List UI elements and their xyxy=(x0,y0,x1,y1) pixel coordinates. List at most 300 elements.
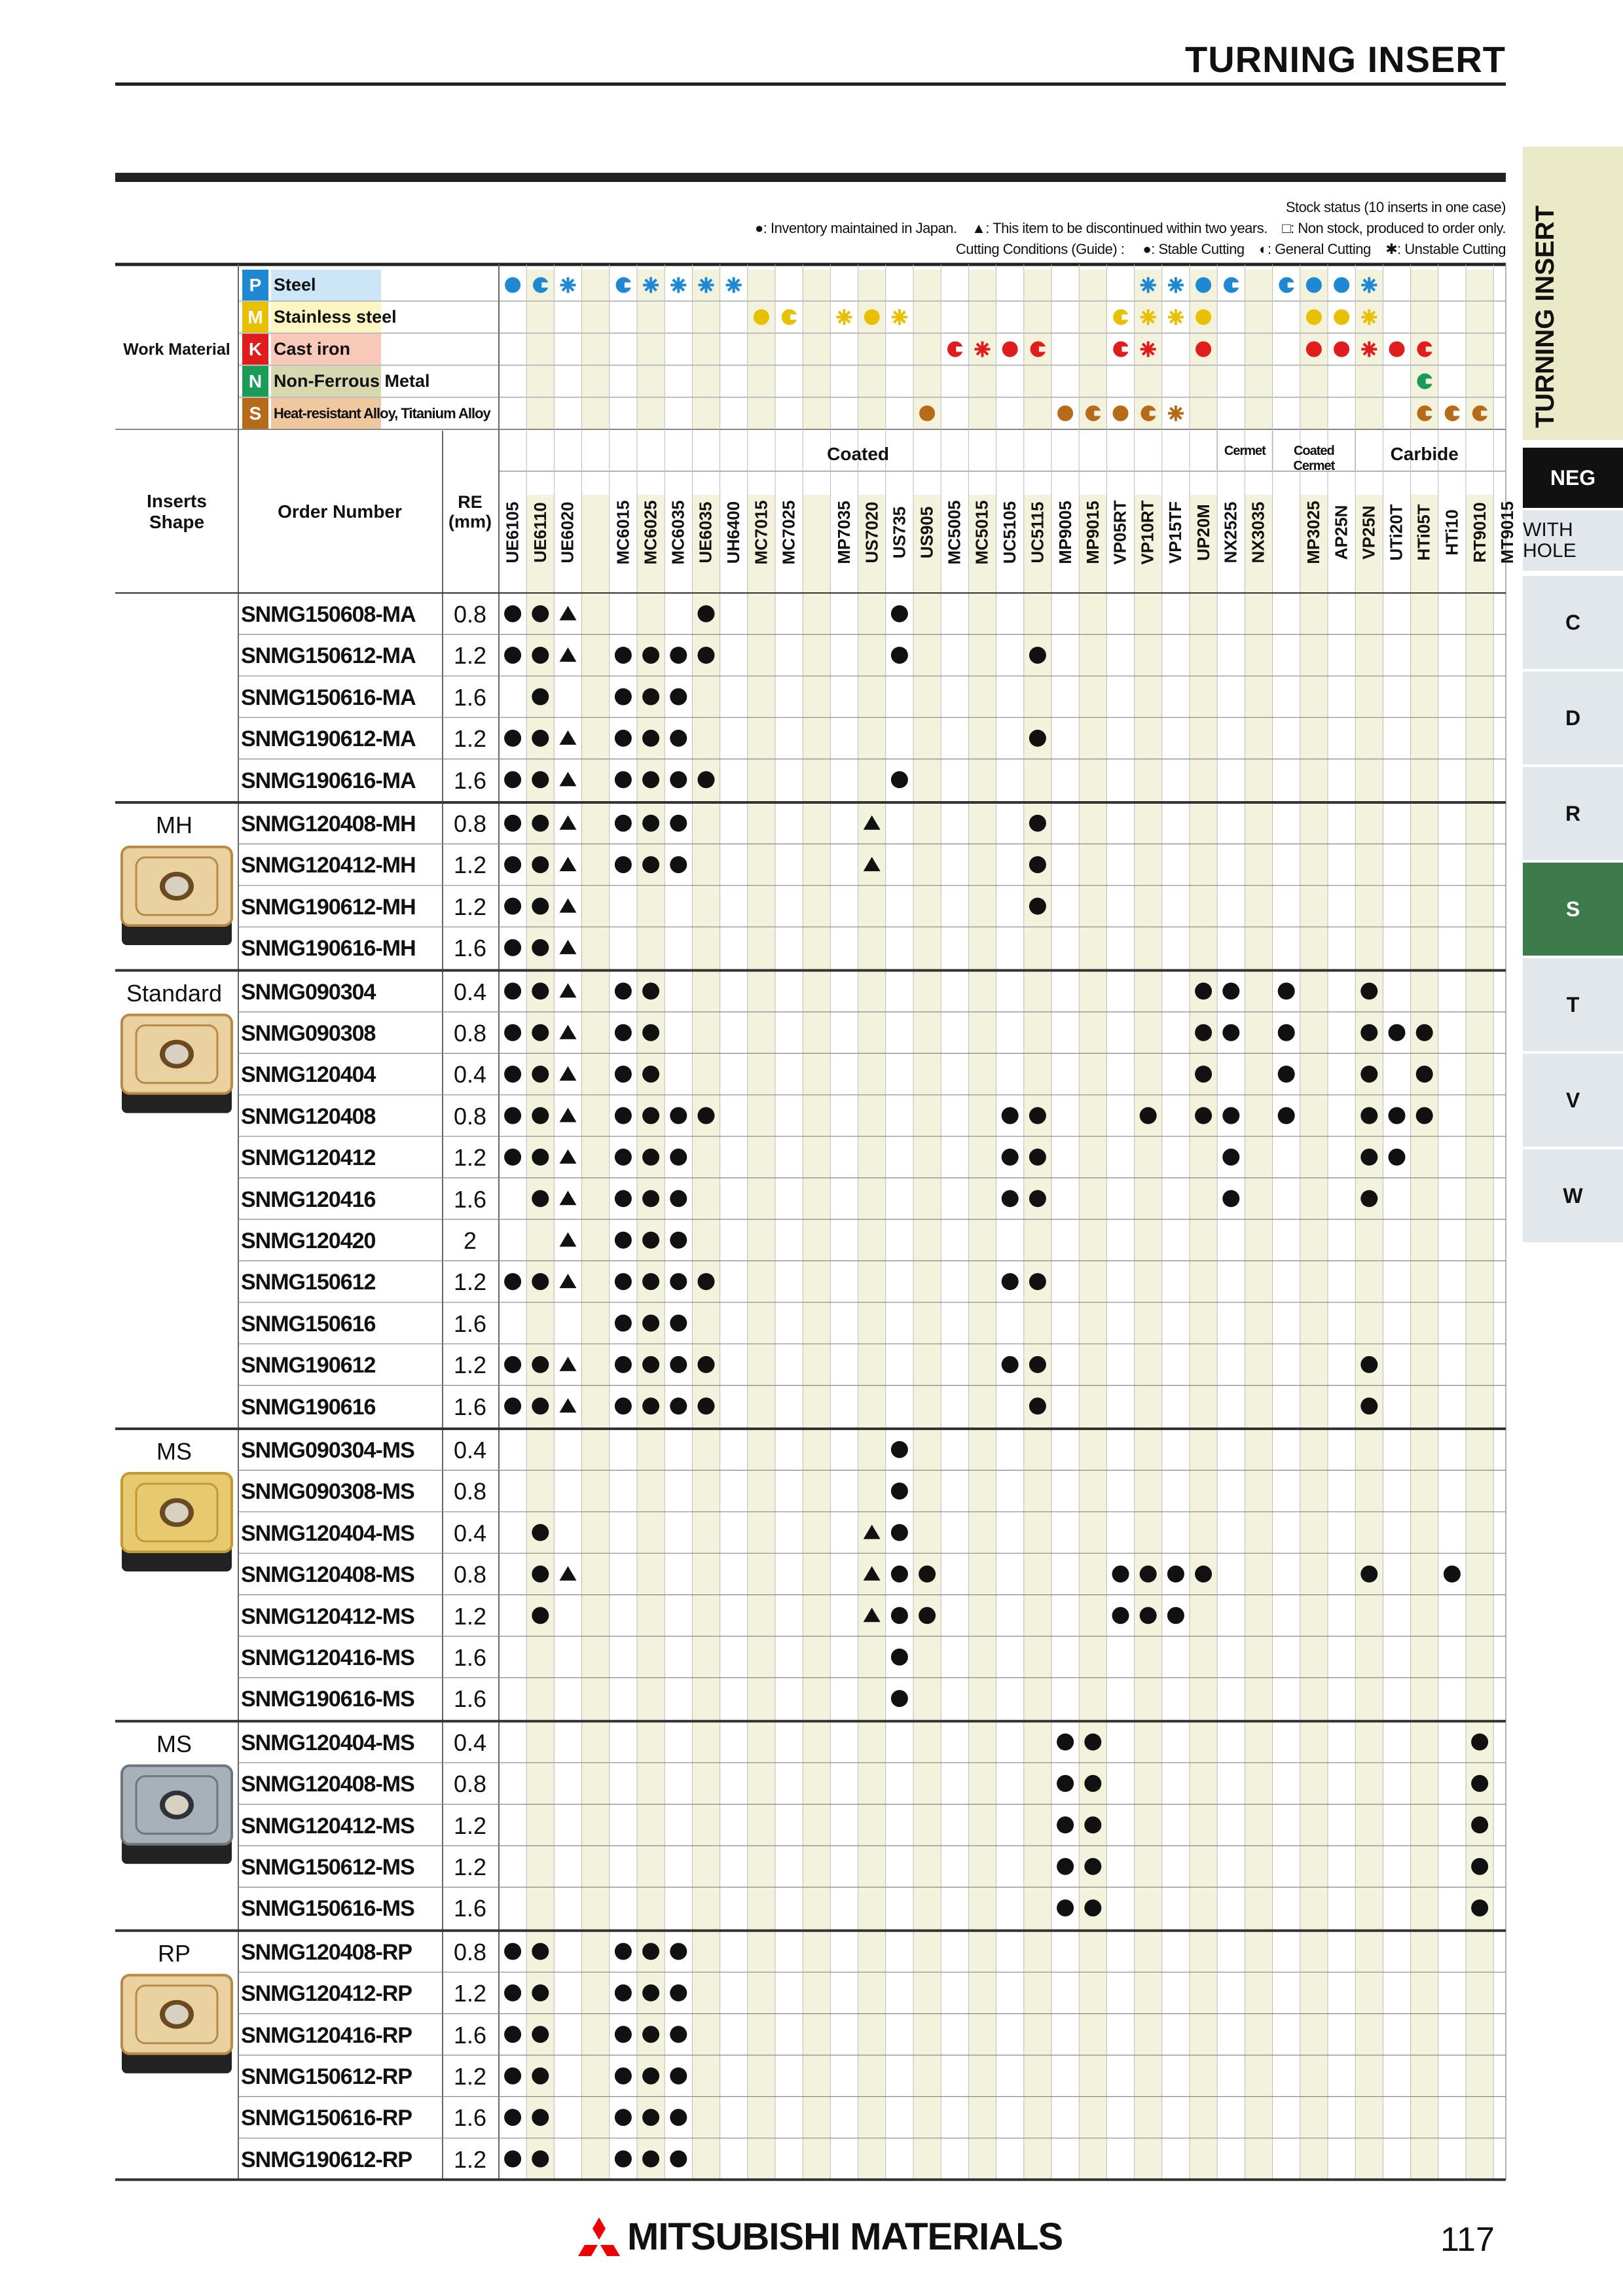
side-tab-with-hole[interactable]: WITH HOLE xyxy=(1523,511,1623,571)
cutting-condition-stable-icon xyxy=(1334,342,1349,357)
order-number: SNMG120416 xyxy=(241,1187,376,1212)
re-value: 1.6 xyxy=(453,766,487,794)
re-value: 1.6 xyxy=(453,1310,487,1337)
discontinue-triangle-icon xyxy=(560,1149,577,1164)
stock-dot-icon xyxy=(504,1066,521,1083)
cutting-condition-general-icon xyxy=(1224,278,1239,293)
cutting-condition-stable-icon xyxy=(1306,278,1322,293)
column-shade xyxy=(692,366,720,397)
re-value: 1.2 xyxy=(453,1812,487,1839)
column-shade xyxy=(803,270,830,300)
column-shade xyxy=(858,334,886,365)
stock-dot-icon xyxy=(615,1024,632,1041)
grade-label-text: RT9010 xyxy=(1469,501,1489,563)
re-value: 0.8 xyxy=(453,810,487,837)
stock-dot-icon xyxy=(504,605,521,622)
grade-label xyxy=(1464,476,1495,588)
stock-dot-icon xyxy=(1471,1775,1488,1792)
column-shade xyxy=(1300,398,1328,429)
grade-label-text: MP3025 xyxy=(1304,500,1324,564)
order-number: SNMG190612-MH xyxy=(241,894,416,920)
stock-dot-icon xyxy=(504,898,521,915)
column-shade xyxy=(913,366,941,397)
stock-dot-icon xyxy=(891,1690,908,1707)
grade-label xyxy=(1104,476,1136,588)
stock-dot-icon xyxy=(615,689,632,706)
stock-dot-icon xyxy=(1029,1273,1046,1290)
re-value: 1.6 xyxy=(453,1644,487,1671)
column-shade xyxy=(968,495,996,2179)
stock-dot-icon xyxy=(642,1232,659,1249)
column-shade xyxy=(913,495,941,2179)
stock-dot-icon xyxy=(1057,1816,1074,1833)
column-shade xyxy=(1245,398,1272,429)
discontinue-triangle-icon xyxy=(560,940,577,954)
stock-dot-icon xyxy=(504,1356,521,1373)
grade-label xyxy=(1049,476,1081,588)
column-shade xyxy=(1466,302,1493,332)
stock-dot-icon xyxy=(1195,1024,1212,1041)
stock-dot-icon xyxy=(1167,1566,1184,1583)
grade-label xyxy=(1133,476,1164,588)
re-value: 1.6 xyxy=(453,2021,487,2049)
stock-dot-icon xyxy=(1360,1149,1377,1166)
grade-group-coated: Coated xyxy=(827,444,890,464)
column-shade xyxy=(1466,366,1493,397)
grade-label-text: US905 xyxy=(917,506,937,558)
cutting-condition-stable-icon xyxy=(754,310,769,325)
stock-dot-icon xyxy=(532,1107,549,1124)
stock-dot-icon xyxy=(891,1649,908,1666)
work-material-label: Work Material xyxy=(123,340,230,359)
column-shade xyxy=(968,302,996,332)
stock-dot-icon xyxy=(642,1066,659,1083)
cutting-condition-stable-icon xyxy=(1002,342,1018,357)
column-shade xyxy=(803,302,830,332)
stock-dot-icon xyxy=(1002,1356,1019,1373)
stock-dot-icon xyxy=(615,1356,632,1373)
discontinue-triangle-icon xyxy=(560,1108,577,1122)
stock-dot-icon xyxy=(698,1107,715,1124)
insert-shape-image xyxy=(122,1975,232,2073)
re-value: 0.8 xyxy=(453,601,487,628)
stock-dot-icon xyxy=(1222,1149,1239,1166)
column-shade xyxy=(1024,366,1051,397)
column-shade xyxy=(913,334,941,365)
shape-name-ms: MS xyxy=(156,1730,192,1757)
stock-dot-icon xyxy=(1360,1024,1377,1041)
stock-dot-icon xyxy=(642,689,659,706)
grade-label xyxy=(1188,476,1219,588)
order-number: SNMG190616-MS xyxy=(241,1687,414,1712)
stock-dot-icon xyxy=(642,1984,659,2001)
re-value: 1.6 xyxy=(453,1895,487,1922)
grade-label xyxy=(1353,476,1385,588)
stock-dot-icon xyxy=(532,2026,549,2043)
grade-label-text: MC6015 xyxy=(613,499,633,565)
column-shade xyxy=(692,302,720,332)
stock-dot-icon xyxy=(642,2151,659,2168)
stock-dot-icon xyxy=(891,771,908,788)
footer-brand-text: MITSUBISHI MATERIALS xyxy=(627,2215,1063,2258)
grade-label xyxy=(1409,476,1440,588)
stock-dot-icon xyxy=(615,856,632,873)
re-value: 1.2 xyxy=(453,1980,487,2007)
side-tab-turning-insert[interactable] xyxy=(1523,147,1623,440)
stock-dot-icon xyxy=(615,2068,632,2085)
grade-group-carbide: Carbide xyxy=(1390,444,1459,464)
column-shade xyxy=(1135,366,1162,397)
stock-dot-icon xyxy=(642,815,659,832)
stock-dot-icon xyxy=(1389,1149,1406,1166)
legend-cutting-title: Cutting Conditions (Guide) : xyxy=(955,241,1125,257)
cutting-condition-stable-icon xyxy=(1389,342,1405,357)
side-tab-neg[interactable]: NEG xyxy=(1523,448,1623,508)
order-number: SNMG090308-MS xyxy=(241,1479,414,1505)
grade-label-text: MC7025 xyxy=(778,499,799,565)
stock-dot-icon xyxy=(532,689,549,706)
order-number: SNMG120412-MS xyxy=(241,1813,414,1839)
column-shade xyxy=(526,302,554,332)
stock-dot-icon xyxy=(670,1149,687,1166)
stock-dot-icon xyxy=(532,1943,549,1960)
order-number: SNMG150612-MS xyxy=(241,1855,414,1880)
grade-label xyxy=(746,476,777,588)
re-value: 1.6 xyxy=(453,2104,487,2132)
stock-dot-icon xyxy=(670,815,687,832)
stock-dot-icon xyxy=(615,1066,632,1083)
stock-dot-icon xyxy=(532,1149,549,1166)
column-shade xyxy=(1024,302,1051,332)
stock-dot-icon xyxy=(532,2151,549,2168)
column-shade xyxy=(692,334,720,365)
stock-dot-icon xyxy=(532,856,549,873)
stock-dot-icon xyxy=(1222,1190,1239,1207)
stock-dot-icon xyxy=(670,856,687,873)
grade-label xyxy=(1022,476,1053,588)
stock-dot-icon xyxy=(504,730,521,747)
cutting-condition-stable-icon xyxy=(1113,406,1129,422)
grade-label xyxy=(1298,476,1330,588)
discontinue-triangle-icon xyxy=(560,816,577,830)
stock-dot-icon xyxy=(698,1273,715,1290)
stock-dot-icon xyxy=(532,1273,549,1290)
stock-dot-icon xyxy=(504,771,521,788)
stock-dot-icon xyxy=(504,1149,521,1166)
column-shade xyxy=(1079,302,1106,332)
order-number: SNMG090308 xyxy=(241,1021,376,1046)
side-tab-v[interactable]: V xyxy=(1523,1054,1623,1147)
page-number: 117 xyxy=(1440,2221,1495,2259)
grade-label xyxy=(1077,476,1108,588)
stock-dot-icon xyxy=(1029,730,1046,747)
stock-dot-icon xyxy=(642,1315,659,1332)
column-shade xyxy=(1079,334,1106,365)
discontinue-triangle-icon xyxy=(560,983,577,997)
stock-dot-icon xyxy=(615,1273,632,1290)
discontinue-triangle-icon xyxy=(560,647,577,662)
order-number: SNMG120408-MS xyxy=(241,1562,414,1588)
stock-dot-icon xyxy=(1057,1899,1074,1916)
grade-label xyxy=(690,476,721,588)
grade-label-text: VP05RT xyxy=(1110,499,1130,565)
cutting-condition-unstable-icon xyxy=(1168,406,1184,422)
side-tab-t[interactable]: T xyxy=(1523,958,1623,1051)
order-number: SNMG120412-MH xyxy=(241,853,416,878)
re-value: 1.6 xyxy=(453,1685,487,1713)
mitsubishi-logo-icon xyxy=(576,2217,622,2257)
stock-dot-icon xyxy=(532,605,549,622)
stock-dot-icon xyxy=(504,939,521,956)
column-shade xyxy=(748,366,775,397)
stock-dot-icon xyxy=(1278,982,1295,999)
order-number: SNMG120404 xyxy=(241,1062,376,1088)
grade-label-text: VP15TF xyxy=(1165,501,1186,564)
stock-dot-icon xyxy=(615,2151,632,2168)
stock-dot-icon xyxy=(670,2068,687,2085)
re-value: 1.6 xyxy=(453,683,487,711)
stock-dot-icon xyxy=(919,1566,936,1583)
inserts-shape-label xyxy=(115,491,238,533)
grade-label xyxy=(1436,476,1468,588)
stock-dot-icon xyxy=(891,1524,908,1541)
stock-dot-icon xyxy=(1029,1397,1046,1414)
stock-dot-icon xyxy=(698,1356,715,1373)
stock-dot-icon xyxy=(642,1397,659,1414)
cutting-condition-unstable-icon xyxy=(726,278,742,293)
stock-dot-icon xyxy=(1471,1816,1488,1833)
stock-dot-icon xyxy=(670,647,687,664)
grade-group-coated-cermet: Coated Cermet xyxy=(1293,444,1335,473)
side-tab-s[interactable]: S xyxy=(1523,863,1623,956)
stock-dot-icon xyxy=(1057,1858,1074,1875)
order-number: SNMG150616 xyxy=(241,1311,376,1336)
column-shade xyxy=(1190,366,1217,397)
grade-label-text: UE6105 xyxy=(502,501,522,563)
page-title: TURNING INSERT xyxy=(1185,39,1506,80)
column-shade xyxy=(1245,495,1272,2179)
stock-dot-icon xyxy=(642,1273,659,1290)
shape-name-ms: MS xyxy=(156,1438,192,1465)
stock-dot-icon xyxy=(642,2026,659,2043)
re-value: 0.4 xyxy=(453,1437,487,1463)
work-material-letter-m: M xyxy=(242,302,268,332)
cutting-condition-general-icon xyxy=(1113,309,1128,325)
column-shade xyxy=(748,398,775,429)
re-value: 0.4 xyxy=(453,978,487,1005)
stock-dot-icon xyxy=(504,2109,521,2126)
column-shade xyxy=(858,495,886,2179)
side-tab-d[interactable]: D xyxy=(1523,672,1623,764)
re-label-line1: RE xyxy=(458,492,483,512)
legend-discontinued: ▲: This item to be discontinued within two years. xyxy=(972,220,1267,236)
stock-dot-icon xyxy=(1360,1566,1377,1583)
column-shade xyxy=(803,334,830,365)
column-shade xyxy=(1411,270,1438,300)
stock-dot-icon xyxy=(1140,1107,1157,1124)
stock-dot-icon xyxy=(532,1190,549,1207)
cutting-condition-unstable-icon xyxy=(1361,278,1377,293)
cutting-condition-stable-icon xyxy=(1306,310,1322,325)
stock-dot-icon xyxy=(1195,1066,1212,1083)
stock-dot-icon xyxy=(1167,1607,1184,1624)
column-shade xyxy=(1079,270,1106,300)
work-material-letter-p: P xyxy=(242,270,268,300)
grade-label-text: UH6400 xyxy=(723,501,744,564)
stock-dot-icon xyxy=(642,1356,659,1373)
order-number: SNMG150612-RP xyxy=(241,2064,412,2089)
grade-group-cermet: Cermet xyxy=(1224,444,1266,458)
grade-label-text: NX2525 xyxy=(1220,501,1241,563)
side-tab-c[interactable]: C xyxy=(1523,576,1623,669)
stock-dot-icon xyxy=(504,2068,521,2085)
cutting-condition-general-icon xyxy=(947,342,962,357)
grade-label xyxy=(1215,476,1247,588)
discontinue-triangle-icon xyxy=(560,1566,577,1581)
order-number: SNMG190616-MA xyxy=(241,768,416,793)
grade-label xyxy=(608,476,639,588)
legend-general: ◐: General Cutting xyxy=(1259,241,1371,257)
cutting-condition-stable-icon xyxy=(919,406,935,422)
discontinue-triangle-icon xyxy=(560,730,577,745)
column-shade xyxy=(858,270,886,300)
column-shade xyxy=(968,366,996,397)
stock-dot-icon xyxy=(1057,1734,1074,1751)
stock-dot-icon xyxy=(1002,1273,1019,1290)
side-tab-r[interactable]: R xyxy=(1523,767,1623,860)
stock-dot-icon xyxy=(615,1149,632,1166)
grade-label-text: VP10RT xyxy=(1138,499,1158,565)
stock-dot-icon xyxy=(504,1397,521,1414)
column-shade xyxy=(803,366,830,397)
discontinue-triangle-icon xyxy=(560,1357,577,1371)
stock-dot-icon xyxy=(1029,1107,1046,1124)
column-shade xyxy=(637,495,665,2179)
cutting-condition-general-icon xyxy=(782,309,797,325)
column-shade xyxy=(526,495,554,2179)
grade-label xyxy=(773,476,805,588)
stock-dot-icon xyxy=(919,1607,936,1624)
order-number: SNMG120412-RP xyxy=(241,1981,412,2007)
discontinue-triangle-icon xyxy=(560,1191,577,1205)
re-value: 1.2 xyxy=(453,2145,487,2173)
column-shade xyxy=(526,334,554,365)
stock-dot-icon xyxy=(532,1397,549,1414)
stock-dot-icon xyxy=(615,1190,632,1207)
stock-dot-icon xyxy=(615,1943,632,1960)
order-number: SNMG120420 xyxy=(241,1229,376,1253)
inserts-shape-label-line2: Shape xyxy=(149,512,205,532)
order-number: SNMG150616-MS xyxy=(241,1896,414,1922)
cutting-condition-general-icon xyxy=(616,278,631,293)
re-value: 1.2 xyxy=(453,642,487,670)
grade-label-text: UC5105 xyxy=(1000,501,1020,564)
cutting-condition-stable-icon xyxy=(1334,310,1349,325)
stock-dot-icon xyxy=(1195,982,1212,999)
stock-dot-icon xyxy=(1029,1356,1046,1373)
discontinue-triangle-icon xyxy=(560,1232,577,1247)
stock-dot-icon xyxy=(615,771,632,788)
column-shade xyxy=(1355,366,1383,397)
stock-dot-icon xyxy=(1029,856,1046,873)
stock-dot-icon xyxy=(532,982,549,999)
work-material-name: Non-Ferrous Metal xyxy=(274,371,430,391)
re-value: 1.2 xyxy=(453,1352,487,1379)
re-value: 1.2 xyxy=(453,1144,487,1172)
order-number: SNMG120404-MS xyxy=(241,1520,414,1546)
stock-dot-icon xyxy=(1002,1149,1019,1166)
stock-dot-icon xyxy=(642,1943,659,1960)
stock-dot-icon xyxy=(532,1566,549,1583)
work-material-name: Cast iron xyxy=(274,339,351,359)
grade-label xyxy=(1381,476,1412,588)
work-material-name: Steel xyxy=(274,275,316,295)
stock-dot-icon xyxy=(615,1397,632,1414)
column-shade xyxy=(1245,334,1272,365)
stock-dot-icon xyxy=(1029,647,1046,664)
insert-shape-image xyxy=(122,1473,232,1571)
column-shade xyxy=(1355,398,1383,429)
stock-dot-icon xyxy=(1222,1107,1239,1124)
stock-dot-icon xyxy=(670,1943,687,1960)
grade-label-text: MC6035 xyxy=(668,499,688,565)
cutting-condition-stable-icon xyxy=(1334,278,1349,293)
re-value: 1.2 xyxy=(453,1268,487,1296)
column-shade xyxy=(1411,495,1438,2179)
stock-dot-icon xyxy=(1360,1356,1377,1373)
stock-dot-icon xyxy=(1416,1024,1433,1041)
column-shade xyxy=(637,398,665,429)
legend-unstable: ✱: Unstable Cutting xyxy=(1385,241,1506,257)
stock-dot-icon xyxy=(1222,1024,1239,1041)
cutting-condition-unstable-icon xyxy=(670,278,686,293)
stock-dot-icon xyxy=(891,1482,908,1499)
stock-dot-icon xyxy=(504,1024,521,1041)
cutting-condition-stable-icon xyxy=(864,310,880,325)
cutting-condition-unstable-icon xyxy=(643,278,659,293)
legend-non-stock: □: Non stock, produced to order only. xyxy=(1282,220,1506,236)
stock-dot-icon xyxy=(1084,1858,1101,1875)
legend-stock-status: Stock status (10 inserts in one case) xyxy=(1285,199,1506,215)
stock-dot-icon xyxy=(1002,1107,1019,1124)
cutting-condition-stable-icon xyxy=(505,278,520,293)
cutting-condition-general-icon xyxy=(1445,406,1460,422)
order-number: SNMG090304-MS xyxy=(241,1438,414,1463)
stock-dot-icon xyxy=(698,605,715,622)
grade-label-text: UE6020 xyxy=(557,501,577,563)
stock-dot-icon xyxy=(615,1315,632,1332)
column-shade xyxy=(1024,495,1051,2179)
re-value: 1.6 xyxy=(453,1185,487,1213)
grade-label xyxy=(718,476,750,588)
stock-dot-icon xyxy=(504,1107,521,1124)
stock-dot-icon xyxy=(1140,1607,1157,1624)
column-shade xyxy=(637,302,665,332)
stock-dot-icon xyxy=(1278,1024,1295,1041)
stock-dot-icon xyxy=(1360,1190,1377,1207)
cutting-condition-unstable-icon xyxy=(1140,342,1156,357)
stock-dot-icon xyxy=(532,730,549,747)
grade-label xyxy=(1243,476,1274,588)
stock-dot-icon xyxy=(891,1607,908,1624)
grade-label xyxy=(1160,476,1192,588)
stock-dot-icon xyxy=(670,1232,687,1249)
grade-label xyxy=(1326,476,1357,588)
side-tab-w[interactable]: W xyxy=(1523,1149,1623,1242)
stock-dot-icon xyxy=(1389,1107,1406,1124)
stock-dot-icon xyxy=(532,1524,549,1541)
stock-dot-icon xyxy=(615,1984,632,2001)
